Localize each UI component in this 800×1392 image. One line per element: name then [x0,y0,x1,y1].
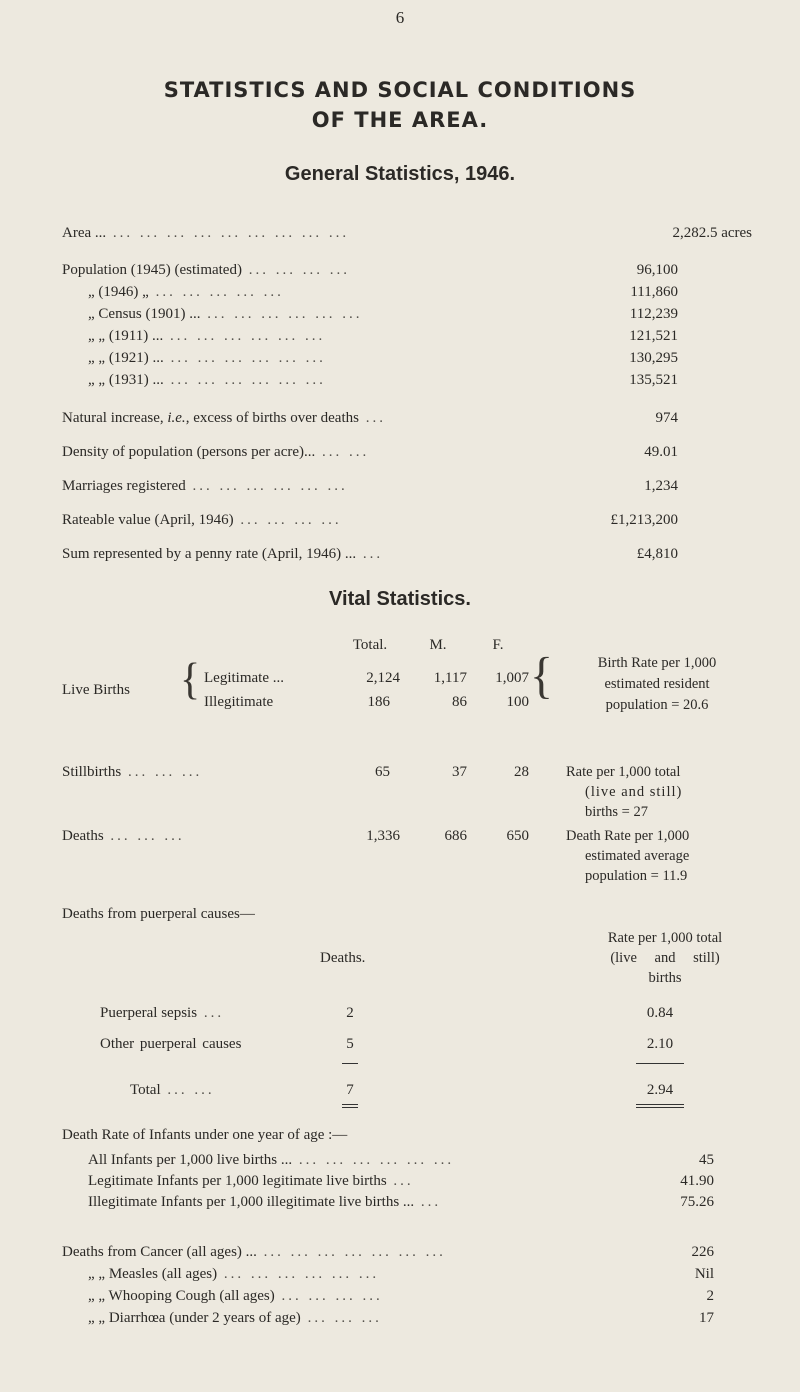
infant-illegit-label: Illegitimate Infants per 1,000 illegitimate live births ... ... [88,1194,442,1210]
live-births-brace: { [180,655,201,705]
puerperal-total-label: Total ... ... [130,1082,215,1098]
general-row-rateable-value: Rateable value (April, 1946) ... ... ... ... [62,512,342,528]
infant-heading: Death Rate of Infants under one year of age :— [62,1127,348,1143]
deaths-total-rule-2 [342,1107,358,1108]
stillbirths-f: 28 [514,764,529,780]
illegitimate-f: 100 [506,694,529,710]
general-row-census-1931: „ „ (1931) ... ... ... ... ... ... ... [88,372,326,388]
death-rate-note-2: estimated average [585,848,690,864]
puerperal-col-deaths: Deaths. [320,950,366,966]
deaths-label: Deaths ... ... ... [62,828,185,844]
birth-rate-note-2: estimated resident [604,676,710,692]
illegitimate-label: Illegitimate [204,694,274,710]
rate-sum-rule [636,1063,684,1064]
cancer-value: 226 [691,1244,714,1260]
general-value-penny-rate: £4,810 [636,546,678,562]
other-puerperal-deaths: 5 [346,1036,354,1052]
whooping-cough-value: 2 [706,1288,714,1304]
puerperal-col-rate-3: births [648,970,682,986]
infant-legit-value: 41.90 [680,1173,714,1189]
general-row-area: Area ... ... ... ... ... ... ... ... ... ... [62,225,350,241]
page-number: 6 [395,8,405,27]
legitimate-m: 1,117 [433,670,467,686]
general-value-census-1921: 130,295 [629,350,678,366]
birth-rate-note-3: population = 20.6 [605,697,709,713]
other-puerperal-label: Other puerperal causes [100,1036,242,1052]
deaths-m: 686 [444,828,467,844]
general-value-rateable-value: £1,213,200 [610,512,678,528]
general-value-density: 49.01 [644,444,678,460]
puerperal-heading: Deaths from puerperal causes— [62,906,255,922]
deaths-total-rule-1 [342,1104,358,1105]
general-value-natural-increase: 974 [655,410,678,426]
birth-rate-note-1: Birth Rate per 1,000 [597,655,717,671]
diarrhoea-value: 17 [699,1310,714,1326]
deaths-sum-rule [342,1063,358,1064]
live-births-label: Live Births [62,682,130,698]
general-value-census-1911: 121,521 [629,328,678,344]
general-row-census-1901: „ Census (1901) ... ... ... ... ... ... ... [88,306,363,322]
puerperal-sepsis-label: Puerperal sepsis ... [100,1005,225,1021]
general-statistics-heading: General Statistics, 1946. [284,163,516,185]
general-row-pop-1945: Population (1945) (estimated) ... ... ... ... [62,262,350,278]
puerperal-sepsis-rate: 0.84 [646,1005,674,1021]
col-header-m: M. [429,637,447,653]
deaths-total: 1,336 [366,828,400,844]
general-row-census-1911: „ „ (1911) ... ... ... ... ... ... ... [88,328,326,344]
measles-value: Nil [694,1266,714,1282]
cancer-label: Deaths from Cancer (all ages) ... ... ... ... ... ... ... ... [62,1244,446,1260]
infant-all-label: All Infants per 1,000 live births ... ... ... ... ... ... ... [88,1152,455,1168]
general-row-natural-increase: Natural increase, i.e., excess of births over deaths ... [62,410,386,426]
whooping-cough-label: „ „ Whooping Cough (all ages) ... ... ... ... [88,1288,383,1304]
illegitimate-m: 86 [452,694,467,710]
general-value-census-1901: 112,239 [629,306,678,322]
rate-total-rule-1 [636,1104,684,1105]
puerperal-col-rate-1: Rate per 1,000 total [607,930,723,946]
general-row-pop-1946: „ (1946) „ ... ... ... ... ... [88,284,284,300]
general-row-penny-rate: Sum represented by a penny rate (April, 1946) ... ... [62,546,384,562]
general-value-area: 2,282.5 acres [672,225,752,241]
death-rate-note-1: Death Rate per 1,000 [566,828,690,844]
rate-total-rule-2 [636,1107,684,1108]
general-row-density: Density of population (persons per acre)... ... ... [62,444,370,460]
col-header-f: F. [492,637,504,653]
col-header-total: Total. [352,637,388,653]
puerperal-total-deaths: 7 [346,1082,354,1098]
stillbirth-rate-note-2: (live and still) [585,784,683,800]
puerperal-sepsis-deaths: 2 [346,1005,354,1021]
stillbirths-total: 65 [375,764,390,780]
puerperal-total-rate: 2.94 [646,1082,674,1098]
stillbirths-label: Stillbirths ... ... ... [62,764,203,780]
birth-rate-brace: { [530,647,554,704]
death-rate-note-3: population = 11.9 [585,868,688,884]
stillbirth-rate-note-3: births = 27 [585,804,648,820]
general-value-pop-1945: 96,100 [636,262,678,278]
general-row-census-1921: „ „ (1921) ... ... ... ... ... ... ... [88,350,326,366]
puerperal-col-rate-2: (live and still) [610,950,720,966]
infant-illegit-value: 75.26 [680,1194,714,1210]
general-value-pop-1946: 111,860 [630,284,678,300]
general-value-census-1931: 135,521 [629,372,678,388]
legitimate-label: Legitimate ... [204,670,284,686]
page-title-line2: OF THE AREA. [311,108,489,132]
vital-statistics-heading: Vital Statistics. [329,588,471,610]
page-title-line1: STATISTICS AND SOCIAL CONDITIONS [163,78,637,102]
general-row-marriages: Marriages registered ... ... ... ... ... ... [62,478,348,494]
illegitimate-total: 186 [367,694,390,710]
other-puerperal-rate: 2.10 [646,1036,674,1052]
infant-all-value: 45 [699,1152,714,1168]
infant-legit-label: Legitimate Infants per 1,000 legitimate live births ... [88,1173,414,1189]
deaths-f: 650 [506,828,529,844]
stillbirths-m: 37 [452,764,467,780]
stillbirth-rate-note-1: Rate per 1,000 total [566,764,681,780]
legitimate-f: 1,007 [495,670,529,686]
legitimate-total: 2,124 [366,670,400,686]
diarrhoea-label: „ „ Diarrhœa (under 2 years of age) ... ... ... [88,1310,382,1326]
general-value-marriages: 1,234 [644,478,678,494]
measles-label: „ „ Measles (all ages) ... ... ... ... ... ... [88,1266,380,1282]
